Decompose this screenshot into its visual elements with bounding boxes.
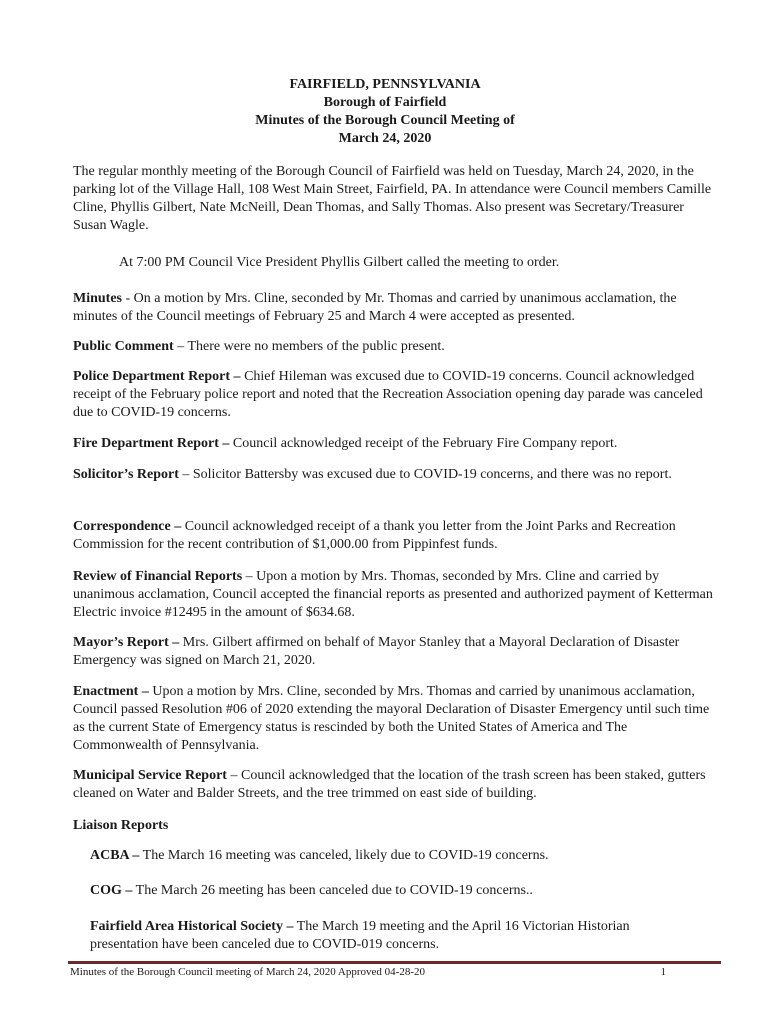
acba-text: The March 16 meeting was canceled, likely due to COVID-19 concerns. [139, 848, 549, 863]
mayor-heading: Mayor’s Report – [73, 635, 180, 650]
correspondence-text: Council acknowledged receipt of a thank you letter from the Joint Parks and Recreation Commission for the recent contribution of $1,000.00 from Pippinfest funds. [73, 519, 676, 552]
financial-text: – Upon a motion by Mrs. Thomas, seconded by Mrs. Cline and carried by unanimous acclamation, Council accepted the financial reports as presented and authorized payment of Ketterman Electric invoice #12495 in the amount of $634.68. [73, 569, 713, 620]
fire-text: Council acknowledged receipt of the February Fire Company report. [229, 436, 618, 451]
solicitor-heading: Solicitor’s Report [73, 467, 179, 482]
cog-section [73, 882, 730, 900]
municipal-heading: Municipal Service Report [73, 768, 227, 783]
historical-heading: Fairfield Area Historical Society – [90, 919, 294, 934]
fire-section [73, 435, 713, 453]
minutes-heading: Minutes [73, 291, 122, 306]
correspondence-section [73, 518, 713, 554]
financial-section [73, 568, 713, 622]
minutes-text: - On a motion by Mrs. Cline, seconded by Mr. Thomas and carried by unanimous acclamation, the minutes of the Council meetings of February 25 and March 4 were accepted as presented. [73, 291, 677, 324]
footer-text: Minutes of the Borough Council meeting of March 24, 2020 Approved 04-28-20 [70, 966, 426, 978]
document-header [0, 76, 770, 148]
solicitor-text: – Solicitor Battersby was excused due to COVID-19 concerns, and there was no report. [178, 467, 672, 482]
mayor-text: Mrs. Gilbert affirmed on behalf of Mayor Stanley that a Mayoral Declaration of Disaster Emergency was signed on March 21, 2020. [73, 635, 680, 668]
historical-text: The March 19 meeting and the April 16 Victorian Historian presentation have been canceled due to COVID-019 concerns. [90, 919, 630, 952]
municipal-section [73, 767, 713, 803]
fire-heading: Fire Department Report – [73, 436, 230, 451]
public-comment-heading: Public Comment [73, 339, 174, 354]
police-text: Chief Hileman was excused due to COVID-19 concerns. Council acknowledged receipt of the February police report and noted that the Recreation Association opening day parade was canceled due to COVID-19 concerns. [73, 369, 703, 420]
mayor-section [73, 634, 713, 670]
enactment-section [73, 683, 713, 755]
public-comment-section [73, 338, 713, 356]
police-section [73, 368, 713, 422]
header-state: FAIRFIELD, PENNSYLVANIA [289, 77, 481, 92]
liaison-section [73, 817, 713, 835]
correspondence-heading: Correspondence – [73, 519, 182, 534]
acba-heading: ACBA – [90, 848, 140, 863]
historical-section [73, 918, 700, 954]
header-title: Minutes of the Borough Council Meeting of [255, 113, 515, 128]
intro-paragraph: The regular monthly meeting of the Borough Council of Fairfield was held on Tuesday, March 24, 2020, in the parking lot of the Village Hall, 108 West Main Street, Fairfield, PA. In attendance were Council members Camille Cline, Phyllis Gilbert, Nate McNeill, Dean Thomas, and Sally Thomas. Also present was Secretary/Treasurer Susan Wagle. [73, 164, 712, 233]
municipal-text: – Council acknowledged that the location of the trash screen has been staked, gutters cleaned on Water and Balder Streets, and the tree trimmed on east side of building. [73, 768, 706, 801]
page-number: 1 [660, 966, 666, 978]
cog-heading: COG – [90, 883, 133, 898]
cog-text: The March 26 meeting has been canceled due to COVID-19 concerns.. [132, 883, 533, 898]
enactment-heading: Enactment – [73, 684, 149, 699]
liaison-heading: Liaison Reports [73, 818, 169, 833]
header-borough: Borough of Fairfield [323, 95, 447, 110]
financial-heading: Review of Financial Reports [73, 569, 243, 584]
minutes-section [73, 290, 713, 326]
header-date: March 24, 2020 [338, 131, 432, 146]
call-to-order: At 7:00 PM Council Vice President Phyllis Gilbert called the meeting to order. [119, 255, 560, 270]
acba-section [73, 847, 730, 865]
public-comment-text: – There were no members of the public present. [173, 339, 445, 354]
solicitor-section [73, 466, 713, 484]
police-heading: Police Department Report – [73, 369, 241, 384]
footer-divider [68, 961, 721, 964]
enactment-text: Upon a motion by Mrs. Cline, seconded by Mrs. Thomas and carried by unanimous acclamation, Council passed Resolution #06 of 2020 extending the mayoral Declaration of Disaster Emergency until such time as the current State of Emergency status is rescinded by both the United States of America and The Commonwealth of Pennsylvania. [73, 684, 710, 753]
